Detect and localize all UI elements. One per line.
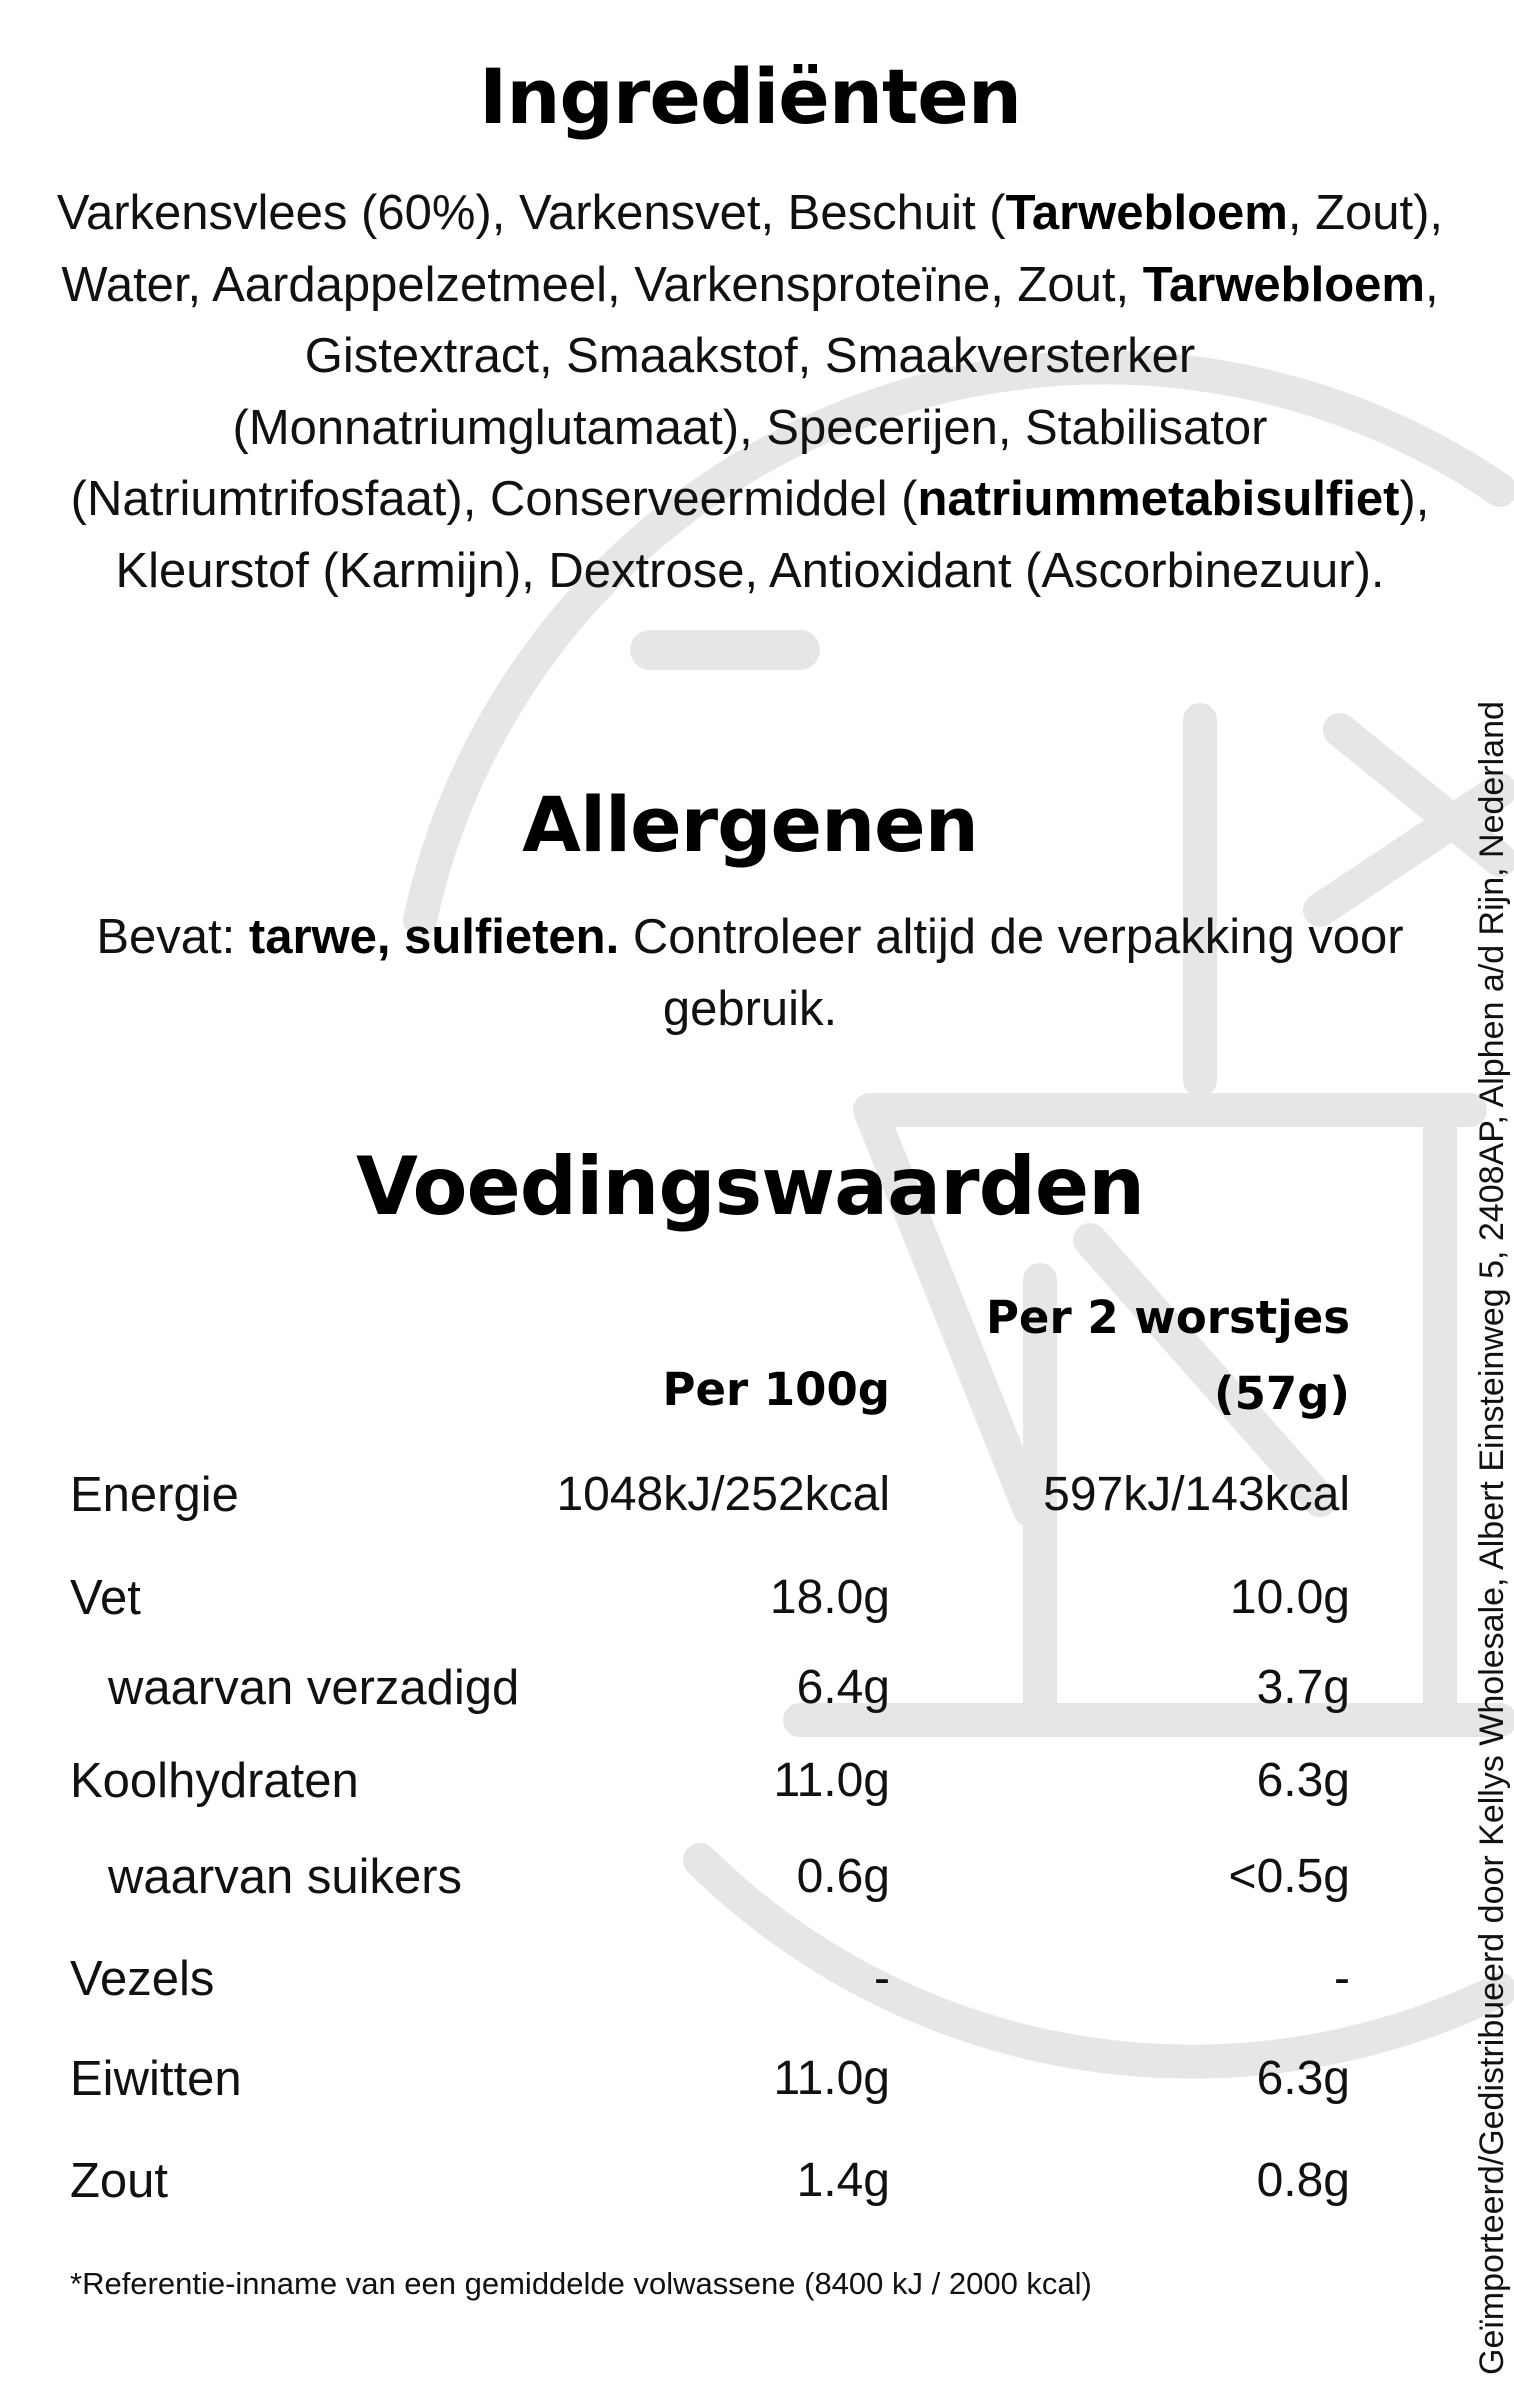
nutrition-row — [0, 1944, 1500, 2014]
value-per-100g: 1048kJ/252kcal — [556, 1468, 890, 1521]
column-header-portion-line1: Per 2 worstjes — [985, 1291, 1350, 1344]
nutrient-label: Vezels — [70, 1952, 215, 2006]
ingredient-text: , Gistextract, Smaakstof, Smaakversterker (Monnatriumglutamaat), Specerijen, Stabilisator (Natriumtrifosfaat), Conserveermiddel ( — [70, 257, 1439, 526]
nutrient-label: Eiwitten — [70, 2052, 242, 2106]
nutrition-row — [0, 1563, 1500, 1633]
ingredient-allergen: Tarwebloem — [1142, 257, 1425, 312]
nutrition-row — [0, 1746, 1500, 1816]
allergens-text — [50, 902, 1450, 1045]
nutrition-heading: Voedingswaarden — [355, 1140, 1145, 1233]
value-per-portion: <0.5g — [1228, 1850, 1350, 1903]
nutrient-label: waarvan suikers — [108, 1850, 463, 1904]
nutrient-label: Zout — [70, 2154, 169, 2208]
nutrition-row — [0, 2146, 1500, 2216]
allergens-list: tarwe, sulfieten. — [248, 910, 620, 964]
nutrient-label: Vet — [70, 1571, 141, 1625]
value-per-100g: 18.0g — [769, 1571, 890, 1624]
value-per-100g: 11.0g — [773, 1754, 890, 1807]
ingredient-text: ), Kleurstof (Karmijn), Dextrose, Antioxidant (Ascorbinezuur). — [115, 472, 1430, 598]
allergens-note: Controleer altijd de verpakking voor gebruik. — [619, 910, 1404, 1036]
column-header-portion — [900, 1280, 1350, 1432]
value-per-100g: 11.0g — [773, 2052, 890, 2105]
allergens-prefix: Bevat: — [96, 910, 249, 964]
ingredient-allergen: Tarwebloem — [1005, 186, 1288, 240]
value-per-100g: 0.6g — [796, 1850, 890, 1903]
value-per-portion: 10.0g — [1229, 1571, 1350, 1624]
nutrition-row — [0, 2044, 1500, 2114]
ingredient-text: , Zout), Water, Aardappelzetmeel, Varkensproteïne, Zout, — [61, 186, 1444, 312]
nutrition-row — [0, 1460, 1500, 1530]
value-per-100g: 6.4g — [796, 1661, 890, 1714]
allergens-heading: Allergenen — [522, 780, 978, 869]
value-per-portion: 597kJ/143kcal — [1043, 1468, 1350, 1521]
value-per-portion: 6.3g — [1256, 1754, 1350, 1807]
nutrition-row — [0, 1653, 1500, 1723]
distributor-address: Geïmporteerd/Gedistribueerd door Kellys Wholesale, Albert Einsteinweg 5, 2408AP, Alphen a/d Rijn, Nederland — [1473, 701, 1511, 2375]
value-per-portion: 0.8g — [1256, 2154, 1350, 2207]
nutrition-row — [0, 1842, 1500, 1912]
reference-intake-footnote: *Referentie-inname van een gemiddelde volwassene (8400 kJ / 2000 kcal) — [70, 2266, 1092, 2301]
value-per-100g: 1.4g — [796, 2154, 890, 2207]
nutrient-label: waarvan verzadigd — [108, 1661, 520, 1715]
ingredient-allergen: natriummetabisulfiet — [917, 472, 1400, 526]
value-per-portion: 3.7g — [1256, 1661, 1350, 1714]
nutrient-label: Koolhydraten — [70, 1754, 359, 1808]
value-per-100g: - — [874, 1952, 890, 2005]
ingredient-text: Varkensvlees (60%), Varkensvet, Beschuit ( — [56, 186, 1006, 240]
value-per-portion: 6.3g — [1256, 2052, 1350, 2105]
value-per-portion: - — [1334, 1952, 1350, 2005]
column-header-portion-line2: (57g) — [1214, 1367, 1350, 1420]
column-header-per-100g: Per 100g — [662, 1363, 890, 1416]
ingredients-heading: Ingrediënten — [479, 52, 1021, 141]
nutrient-label: Energie — [70, 1468, 239, 1522]
ingredients-text — [50, 178, 1450, 607]
